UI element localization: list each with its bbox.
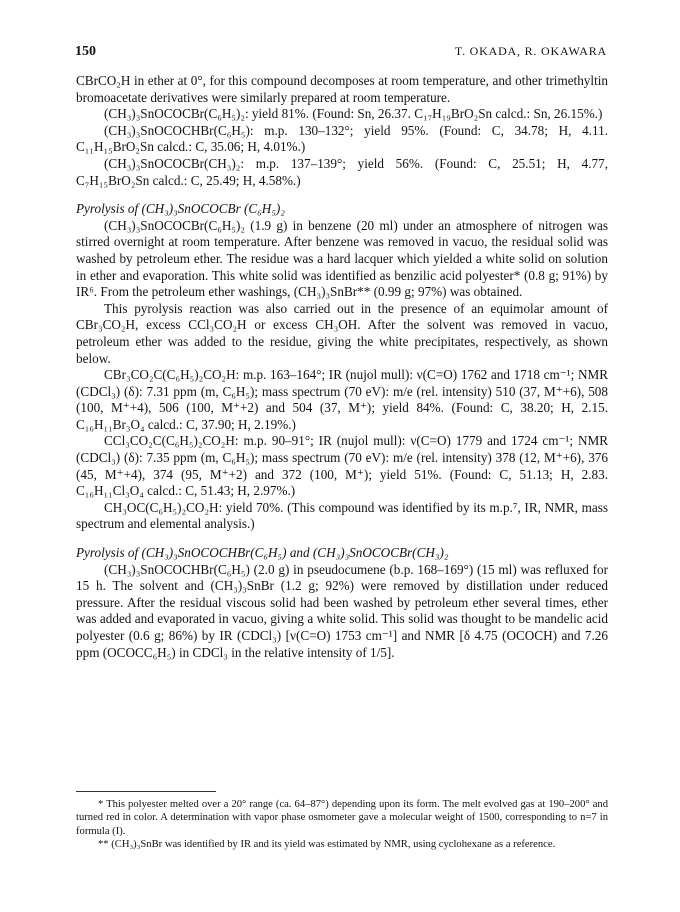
paragraph-pyrolysis-procedure: (CH₃)₃SnOCOCBr(C₆H₅)₂ (1.9 g) in benzene (20 ml) under an atmosphere of nitrogen was stirred overnight at room temperature. After benzene was removed in vacuo, the residual solid was washed by petroleum ether. The residue was a hard lacquer which yielded a white solid on solution in ether and evaporation. This white solid was identified as benzilic acid polyester* (0.8 g; 91%) by IR⁶. From the petroleum ether washings, (CH₃)₃SnBr** (0.99 g; 97%) was obtained. <box>76 217 608 300</box>
compound-entry-ccl3: CCl₃CO₂C(C₆H₅)₂CO₂H: m.p. 90–91°; IR (nujol mull): ν(C=O) 1779 and 1724 cm⁻¹; NMR (CDCl₃) (δ): 7.35 ppm (m, C₆H₅); mass spectrum (70 eV): m/e (rel. intensity) 378 (12, M⁺+6), 376 (45, M⁺+4), 374 (95, M⁺+2) and 372 (100, M⁺); yield 51%. (Found: C, 51.13; H, 2.83. C₁₆H₁₁Cl₃O₄ calcd.: C, 51.43; H, 2.97%.) <box>76 433 608 499</box>
compound-entry-dimethylbromoacetate: (CH₃)₃SnOCOCBr(CH₃)₂: m.p. 137–139°; yield 56%. (Found: C, 25.51; H, 4.77, C₇H₁₅BrO₂Sn calcd.: C, 25.49; H, 4.58%.) <box>76 155 608 188</box>
compound-entry-tribromoacetate: (CH₃)₃SnOCOCBr(C₆H₅)₂: yield 81%. (Found: Sn, 26.37. C₁₇H₁₉BrO₂Sn calcd.: Sn, 26.15%.) <box>104 106 603 122</box>
article-body <box>76 73 608 661</box>
page-number: 150 <box>75 44 96 59</box>
paragraph-mandelic-procedure: (CH₃)₃SnOCOCHBr(C₆H₅) (2.0 g) in pseudocumene (b.p. 168–169°) (15 ml) was refluxed for 15 h. The solvent and (CH₃)₃SnBr (1.2 g; 92%) were removed by distillation under reduced pressure. After the residual viscous solid had been washed by petroleum ether several times, ether was added and evaporated in vacuo, giving a white solid. This solid was thought to be mandelic acid polyester (0.6 g; 86%) by IR (CDCl₃) [ν(C=O) 1753 cm⁻¹] and NMR [δ 4.75 (OCOCH) and 7.26 ppm (OCOCC₆H₅) in CDCl₃ in the relative intensity of 1/5]. <box>76 561 608 660</box>
footnote-divider <box>76 791 216 792</box>
paragraph-continuation: CBrCO₂H in ether at 0°, for this compound decomposes at room temperature, and other trimethyltin bromoacetate derivatives were similarly prepared at room temperature. <box>76 73 608 105</box>
footnote-tin-bromide: ** (CH₃)₃SnBr was identified by IR and its yield was estimated by NMR, using cyclohexane as a reference. <box>98 839 556 851</box>
compound-entry-phenylbromoacetate: (CH₃)₃SnOCOCHBr(C₆H₅): m.p. 130–132°; yield 95%. (Found: C, 34.78; H, 4.11. C₁₁H₁₅BrO₂Sn calcd.: C, 35.06; H, 4.01%.) <box>76 122 608 155</box>
section-heading-pyrolysis-1: Pyrolysis of (CH₃)₃SnOCOCBr (C₆H₅)₂ <box>76 201 285 217</box>
compound-entry-methoxy: CH₃OC(C₆H₅)₂CO₂H: yield 70%. (This compound was identified by its m.p.⁷, IR, NMR, mass spectrum and elemental analysis.) <box>76 499 608 532</box>
footnote-polyester: * This polyester melted over a 20° range (ca. 64–87°) depending upon its form. The melt evolved gas at 190–200° and turned red in color. A determination with vapor phase osmometer gave a molecular weight of 1500, corresponding to n=7 in formula (I). <box>76 799 608 837</box>
running-head-authors: T. OKADA, R. OKAWARA <box>454 44 607 58</box>
footnotes <box>76 798 608 852</box>
compound-entry-cbr3: CBr₃CO₂C(C₆H₅)₂CO₂H: m.p. 163–164°; IR (nujol mull): ν(C=O) 1762 and 1718 cm⁻¹; NMR (CDCl₃) (δ): 7.31 ppm (m, C₆H₅); mass spectrum (70 eV): m/e (rel. intensity) 510 (37, M⁺+6), 508 (100, M⁺+4), 506 (100, M⁺+2) and 504 (37, M⁺); yield 84%. (Found: C, 38.20; H, 2.15. C₁₆H₁₁Br₃O₄ calcd.: C, 37.90; H, 2.19%.) <box>76 367 608 432</box>
section-heading-pyrolysis-2: Pyrolysis of (CH₃)₃SnOCOCHBr(C₆H₅) and (CH₃)₃SnOCOCBr(CH₃)₂ <box>76 545 449 561</box>
paragraph-pyrolysis-equimolar: This pyrolysis reaction was also carried out in the presence of an equimolar amount of CBr₃CO₂H, excess CCl₃CO₂H or excess CH₃OH. After the solvent was removed in vacuo, petroleum ether was added to the residue, giving the white precipitates, respectively, as shown below. <box>76 300 608 366</box>
